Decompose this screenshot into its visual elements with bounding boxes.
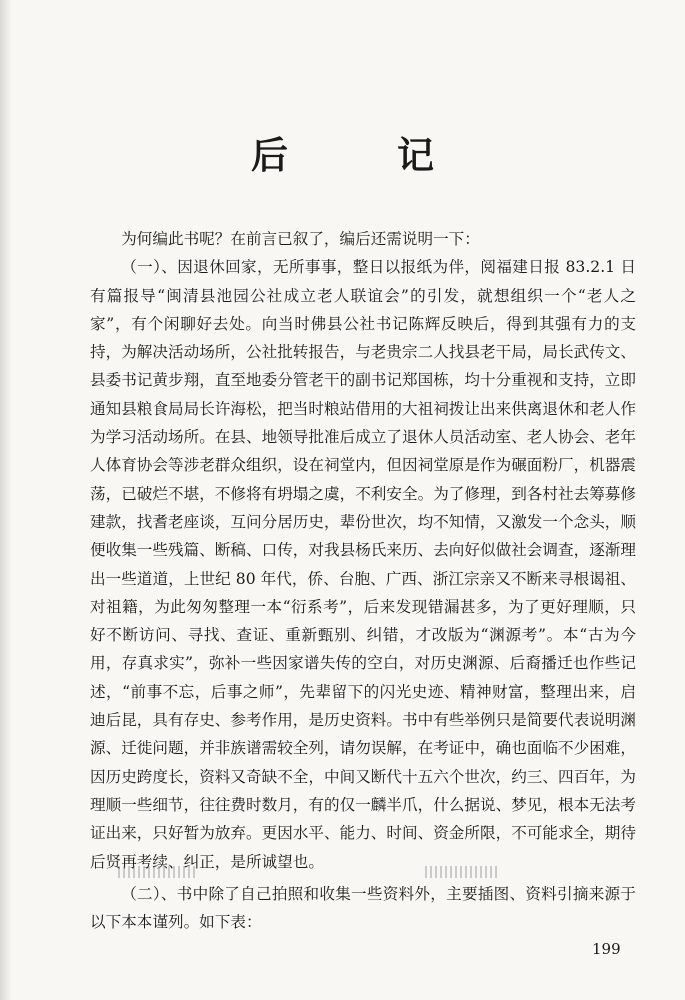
paragraph-one: （一）、因退休回家，无所事事，整日以报纸为伴，阅福建日报 83.2.1 日有篇报导“闽清县池园公社成立老人联谊会”的引发，就想组织一个“老人之家”，有个闲聊好去处。向当时佛县公社书记陈辉反映后，得到其强有力的支持，为解决活动场所，公社批转报告，与老贵宗二人找县老干局，局长武传文、县委书记黄步翔，直至地委分管老干的副书记郑国栋，均十分重视和支持，立即通知县粮食局局长许海松，把当时粮站借用的大祖祠拨让出来供离退休和老人作为学习活动场所。在县、地领导批准后成立了退休人员活动室、老人协会、老年人体育协会等涉老群众组织，设在祠堂内，但因祠堂原是作为碾面粉厂，机器震荡，已破烂不堪，不修将有坍塌之虞，不利安全。为了修理，到各村社去筹募修建款，找耆老座谈，互问分居历史，辈份世次，均不知情，又激发一个念头，顺便收集一些残篇、断稿、口传，对我县杨氏来历、去向好似做社会调查，逐渐理出一些道道，上世纪 80 年代，侨、台胞、广西、浙江宗亲又不断来寻根谒祖、对祖籍，为此匆匆整理一本“衍系考”，后来发现错漏甚多，为了更好理顺，只好不断访问、寻找、查证、重新甄别、纠错，才改版为“渊源考”。本“古为今用，存真求实”，弥补一些因家谱失传的空白，对历史渊源、后裔播迁也作些记述，“前事不忘，后事之师”，先辈留下的闪光史迹、精神财富，整理出来，启迪后昆，具有存史、参考作用，是历史资料。书中有些举例只是简要代表说明渊源、迁徙问题，并非族谱需较全列，请勿误解，在考证中，确也面临不少困难，因历史跨度长，资料又奇缺不全，中间又断代十五六个世次，约三、四百年，为理顺一些细节，往往费时数月，有的仅一麟半爪，什么据说、梦见，根本无法考证出来，只好暂为放弃。更因水平、能力、时间、资金所限，不可能求全，期待后贤再考续、纠正，是所诚望也。 xyxy=(90,258,636,871)
page-number: 199 xyxy=(592,940,621,958)
page-title: 后 记 xyxy=(251,134,470,177)
body-text xyxy=(90,225,636,936)
scan-speckle-left xyxy=(118,866,198,878)
scan-speckle-right xyxy=(425,866,500,878)
intro-paragraph: 为何编此书呢？在前言已叙了，编后还需说明一下： xyxy=(121,230,480,248)
paragraph-two: （二）、书中除了自己拍照和收集一些资料外，主要插图、资料引摘来源于以下本本谨列。如下表： xyxy=(90,884,636,932)
